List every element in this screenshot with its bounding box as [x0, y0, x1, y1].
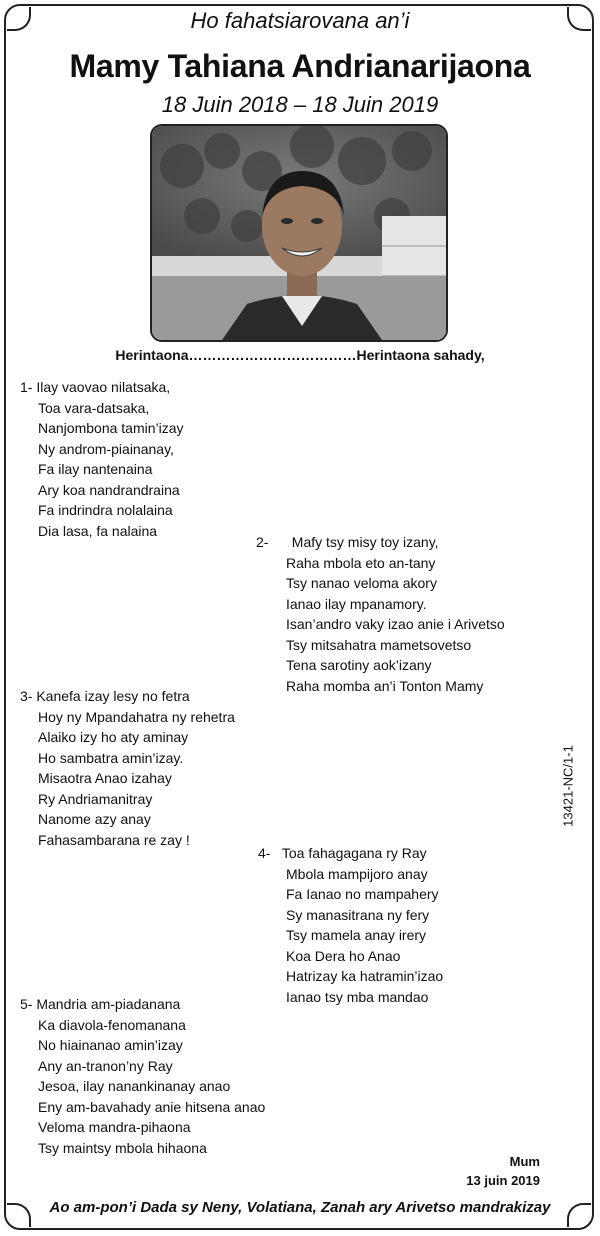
- ad-reference-text: 13421-NC/1-1: [560, 745, 576, 827]
- stanza-number: 4-: [258, 845, 271, 861]
- stanza-line: Nanjombona tamin’izay: [38, 420, 184, 436]
- signature-date: 13 juin 2019: [466, 1173, 540, 1188]
- stanza-line: Jesoa, ilay nanankinanay anao: [38, 1078, 231, 1094]
- stanza-line: Ilay vaovao nilatsaka,: [36, 379, 171, 395]
- stanza-line: Ka diavola-fenomanana: [38, 1016, 186, 1033]
- stanza-line: Sy manasitrana ny fery: [286, 906, 430, 923]
- footer-dedication: Ao am-pon’i Dada sy Neny, Volatiana, Zanah ary Arivetso mandrakizay: [49, 1199, 551, 1216]
- stanza-line: Fa indrindra nolalaina: [38, 502, 173, 518]
- stanza-line: Eny am-bavahady anie hitsena anao: [38, 1098, 266, 1115]
- stanza-line: Ho sambatra amin’izay.: [38, 749, 184, 766]
- stanza-number: 2-: [256, 534, 269, 550]
- signature-from: Mum: [509, 1154, 540, 1169]
- stanza-line: Kanefa izay lesy no fetra: [36, 688, 190, 704]
- stanza-first-line: [20, 994, 265, 1015]
- stanza-line: Tsy mamela anay irery: [286, 927, 427, 943]
- memorial-dates: 18 Juin 2018 – 18 Juin 2019: [161, 92, 439, 117]
- stanza-line: Ianao ilay mpanamory.: [286, 595, 427, 612]
- stanza-line: Ry Andriamanitray: [38, 790, 153, 807]
- stanza-line: Raha mbola eto an-tany: [286, 554, 436, 571]
- intro-text: Ho fahatsiarovana an’i: [190, 8, 410, 33]
- stanza-line: Tsy mitsahatra mametsovetso: [286, 636, 472, 653]
- poem-stanza-5: [20, 994, 265, 1158]
- stanza-line: Ary koa nandrandraina: [38, 481, 180, 498]
- stanza-line: Veloma mandra-pihaona: [38, 1119, 191, 1135]
- herintaona-line: Herintaona………………………………Herintaona sahady,: [115, 347, 485, 363]
- stanza-line: Fahasambarana re zay !: [38, 831, 190, 848]
- poem-stanza-2: [256, 532, 505, 696]
- stanza-line: Hatrizay ka hatramin’izao: [286, 968, 444, 984]
- portrait-photo: [150, 124, 448, 342]
- stanza-line: Tsy nanao veloma akory: [286, 575, 437, 591]
- stanza-line: Mafy tsy misy toy izany,: [291, 534, 439, 550]
- stanza-first-line: [20, 686, 235, 707]
- poem-stanza-4: [258, 843, 443, 1007]
- stanza-line: Misaotra Anao izahay: [38, 770, 172, 786]
- stanza-line: Toa fahagagana ry Ray: [281, 845, 427, 861]
- stanza-number: 5-: [20, 996, 33, 1012]
- stanza-line: Fa ilay nantenaina: [38, 461, 153, 477]
- stanza-line: Tsy maintsy mbola hihaona: [38, 1139, 207, 1156]
- poem-stanza-3: [20, 686, 235, 850]
- stanza-line: Any an-tranon’ny Ray: [38, 1057, 173, 1074]
- stanza-line: Ianao tsy mba mandao: [286, 988, 429, 1005]
- stanza-line: Ny androm-piainanay,: [38, 440, 174, 457]
- stanza-line: Dia lasa, fa nalaina: [38, 522, 158, 539]
- stanza-line: Toa vara-datsaka,: [38, 399, 150, 416]
- stanza-first-line: [20, 377, 184, 398]
- stanza-line: Raha momba an’i Tonton Mamy: [286, 677, 484, 694]
- stanza-line: Koa Dera ho Anao: [286, 947, 401, 964]
- stanza-line: Mandria am-piadanana: [36, 996, 181, 1012]
- stanza-line: Mbola mampijoro anay: [286, 865, 428, 882]
- stanza-first-line: [256, 532, 505, 553]
- stanza-line: Nanome azy anay: [38, 811, 151, 827]
- signature-block: [466, 1152, 540, 1190]
- stanza-line: No hiainanao amin’izay: [38, 1037, 183, 1053]
- stanza-number: 1-: [20, 379, 33, 395]
- portrait-illustration: [152, 126, 446, 340]
- deceased-name: Mamy Tahiana Andrianarijaona: [69, 48, 531, 84]
- ad-reference-code: [558, 736, 578, 836]
- stanza-line: Tena sarotiny aok’izany: [286, 657, 432, 673]
- stanza-line: Alaiko izy ho aty aminay: [38, 729, 189, 745]
- stanza-number: 3-: [20, 688, 33, 704]
- stanza-line: Hoy ny Mpandahatra ny rehetra: [38, 708, 235, 725]
- stanza-line: Isan’andro vaky izao anie i Arivetso: [286, 616, 505, 632]
- stanza-first-line: [258, 843, 443, 864]
- poem-stanza-1: [20, 377, 184, 541]
- stanza-line: Fa Ianao no mampahery: [286, 886, 439, 902]
